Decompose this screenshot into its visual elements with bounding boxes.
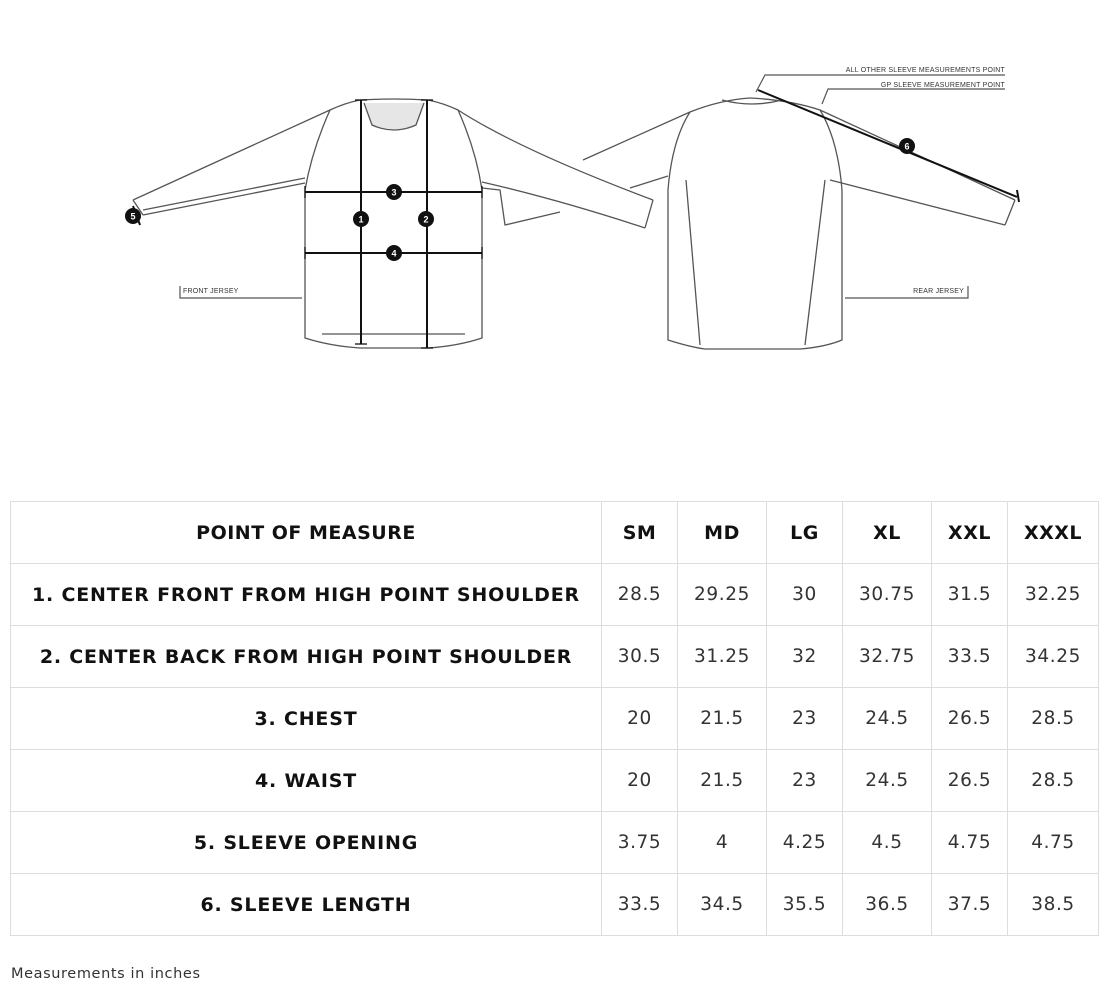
table-cell: 23	[767, 750, 843, 812]
table-row	[11, 688, 1099, 750]
table-cell: 23	[767, 688, 843, 750]
badge-4-label: 4	[391, 248, 397, 259]
table-cell: 37.5	[932, 874, 1008, 936]
table-cell: 29.25	[678, 564, 767, 626]
badge-1	[353, 211, 369, 227]
table-cell: 4.5	[843, 812, 932, 874]
badge-6-label: 6	[904, 141, 910, 152]
table-cell: 33.5	[932, 626, 1008, 688]
table-cell: 26.5	[932, 688, 1008, 750]
table-cell: 30.75	[843, 564, 932, 626]
table-cell: 32	[767, 626, 843, 688]
badge-2-label: 2	[423, 214, 429, 225]
measure-label: 4. WAIST	[11, 750, 602, 812]
size-chart-table	[10, 501, 1099, 936]
table-cell: 4	[678, 812, 767, 874]
header-size-lg: LG	[767, 502, 843, 564]
table-cell: 28.5	[1008, 688, 1099, 750]
table-cell: 31.5	[932, 564, 1008, 626]
measure-label: 3. CHEST	[11, 688, 602, 750]
header-size-sm: SM	[602, 502, 678, 564]
measure-label: 5. SLEEVE OPENING	[11, 812, 602, 874]
table-cell: 28.5	[1008, 750, 1099, 812]
table-cell: 30	[767, 564, 843, 626]
header-size-xl: XL	[843, 502, 932, 564]
measure-label: 1. CENTER FRONT FROM HIGH POINT SHOULDER	[11, 564, 602, 626]
rear-jersey-label: REAR JERSEY	[913, 288, 964, 295]
table-cell: 4.25	[767, 812, 843, 874]
table-row	[11, 874, 1099, 936]
table-cell: 3.75	[602, 812, 678, 874]
header-point-of-measure: POINT OF MEASURE	[11, 502, 602, 564]
badge-6	[899, 138, 915, 154]
table-cell: 20	[602, 688, 678, 750]
jersey-diagram	[0, 0, 1113, 420]
badge-2	[418, 211, 434, 227]
table-cell: 35.5	[767, 874, 843, 936]
badge-5	[125, 208, 141, 224]
table-cell: 21.5	[678, 750, 767, 812]
callout-other-sleeve: ALL OTHER SLEEVE MEASUREMENTS POINT	[845, 67, 1005, 74]
table-cell: 34.5	[678, 874, 767, 936]
header-size-md: MD	[678, 502, 767, 564]
header-size-xxxl: XXXL	[1008, 502, 1099, 564]
table-row	[11, 564, 1099, 626]
table-cell: 4.75	[932, 812, 1008, 874]
badge-3-label: 3	[391, 187, 397, 198]
table-cell: 38.5	[1008, 874, 1099, 936]
table-cell: 34.25	[1008, 626, 1099, 688]
table-cell: 33.5	[602, 874, 678, 936]
measure-label: 2. CENTER BACK FROM HIGH POINT SHOULDER	[11, 626, 602, 688]
table-row	[11, 812, 1099, 874]
badge-1-label: 1	[358, 214, 364, 225]
measure-label: 6. SLEEVE LENGTH	[11, 874, 602, 936]
table-cell: 26.5	[932, 750, 1008, 812]
measurement-units-note: Measurements in inches	[11, 966, 201, 982]
table-cell: 24.5	[843, 750, 932, 812]
badge-4	[386, 245, 402, 261]
table-row	[11, 750, 1099, 812]
jersey-illustration	[0, 0, 1113, 420]
table-cell: 28.5	[602, 564, 678, 626]
table-row	[11, 626, 1099, 688]
callout-gp-sleeve: GP SLEEVE MEASUREMENT POINT	[880, 82, 1005, 89]
badge-5-label: 5	[130, 211, 136, 222]
front-jersey-label: FRONT JERSEY	[183, 288, 239, 295]
table-cell: 21.5	[678, 688, 767, 750]
table-cell: 32.75	[843, 626, 932, 688]
badge-3	[386, 184, 402, 200]
table-cell: 32.25	[1008, 564, 1099, 626]
table-cell: 4.75	[1008, 812, 1099, 874]
table-cell: 30.5	[602, 626, 678, 688]
header-size-xxl: XXL	[932, 502, 1008, 564]
table-header-row	[11, 502, 1099, 564]
table-cell: 20	[602, 750, 678, 812]
table-cell: 31.25	[678, 626, 767, 688]
table-cell: 24.5	[843, 688, 932, 750]
table-cell: 36.5	[843, 874, 932, 936]
